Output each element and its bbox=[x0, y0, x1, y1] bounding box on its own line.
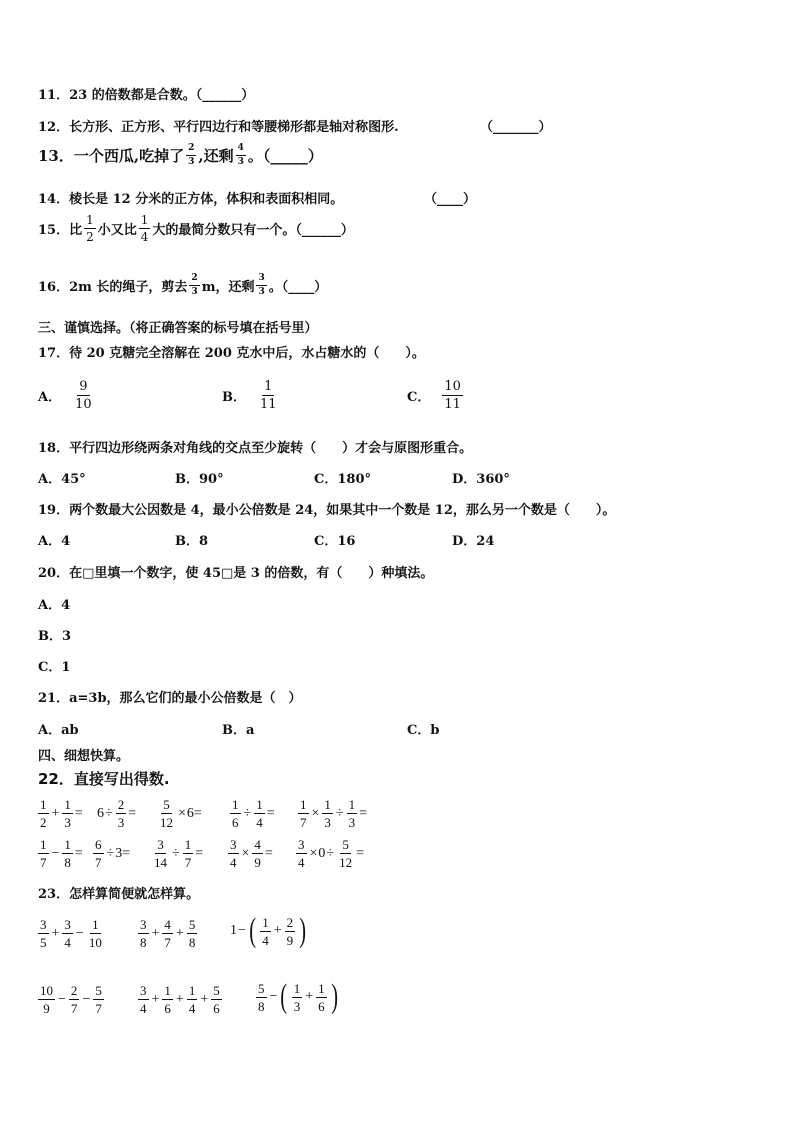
fraction: $\frac{3}{4}$ bbox=[230, 837, 237, 870]
fraction: $\frac{1}{2}$ bbox=[40, 797, 47, 830]
q21-option-c[interactable]: C．b bbox=[407, 723, 440, 738]
denominator: 10 bbox=[75, 397, 92, 412]
calc-22-6: $\frac{1}{7}$ − $\frac{1}{8}$ = bbox=[40, 837, 83, 870]
fraction: $\frac{2}{7}$ bbox=[70, 983, 78, 1016]
fraction: $\frac{2}{3}$ bbox=[117, 797, 125, 830]
denominator: 11 bbox=[444, 397, 461, 412]
fraction: $\frac{5}{8}$ bbox=[188, 917, 196, 950]
calc-23-1: $\frac{3}{5}$ + $\frac{3}{4}$ − $\frac{1}{10}$ bbox=[40, 917, 102, 950]
q16-fraction-cut bbox=[189, 274, 199, 297]
q13-text-pre: 13．一个西瓜,吃掉了 bbox=[38, 147, 185, 165]
fraction: $\frac{10}{9}$ bbox=[40, 983, 53, 1016]
fraction: $\frac{1}{4}$ bbox=[256, 797, 263, 830]
calc-22-5: $\frac{1}{7}$ × $\frac{1}{3}$ ÷ $\frac{1}{3}$ = bbox=[300, 797, 367, 830]
fraction: $\frac{1}{4}$ bbox=[188, 983, 196, 1016]
fraction: $\frac{1}{7}$ bbox=[184, 837, 192, 870]
calc-22-9: $\frac{3}{4}$ × $\frac{4}{9}$ = bbox=[230, 837, 273, 870]
question-17: 17．待 20 克糖完全溶解在 200 克水中后，水占糖水的（ ）。 bbox=[38, 346, 425, 361]
fraction: $\frac{5}{8}$ bbox=[258, 980, 265, 1014]
q21-option-b[interactable]: B．a bbox=[222, 723, 255, 738]
fraction: $\frac{5}{7}$ bbox=[95, 983, 102, 1016]
calc-23-3: 1 − ( $\frac{1}{4}$ + $\frac{2}{9}$ ) bbox=[230, 912, 307, 949]
denominator: 2 bbox=[86, 230, 94, 244]
calc-22-1: $\frac{1}{2}$ + $\frac{1}{3}$ = bbox=[40, 797, 83, 830]
q15-fraction-quarter bbox=[139, 214, 151, 243]
q18-option-d[interactable]: D．360° bbox=[452, 472, 510, 487]
q16-text-post: 。（____） bbox=[268, 280, 328, 295]
fraction: $\frac{1}{6}$ bbox=[318, 980, 325, 1014]
question-14-blank: （____） bbox=[424, 192, 477, 207]
q13-fraction-left bbox=[236, 144, 246, 167]
q13-text-post: 。（_____） bbox=[247, 147, 323, 165]
option-fraction bbox=[73, 380, 94, 411]
fraction: $\frac{3}{4}$ bbox=[298, 837, 305, 870]
numerator: 4 bbox=[236, 144, 246, 156]
q15-text-post: 大的最简分数只有一个。（______） bbox=[152, 223, 354, 238]
fraction: $\frac{6}{7}$ bbox=[95, 837, 102, 870]
calc-22-4: $\frac{1}{6}$ ÷ $\frac{1}{4}$ = bbox=[232, 797, 275, 830]
fraction: $\frac{3}{4}$ bbox=[140, 983, 147, 1016]
numerator: 9 bbox=[79, 379, 88, 394]
question-22: 22．直接写出得数. bbox=[38, 770, 170, 788]
question-23: 23．怎样算简便就怎样算。 bbox=[38, 887, 200, 902]
fraction: $\frac{3}{14}$ bbox=[154, 837, 167, 870]
question-12-blank: （_______） bbox=[480, 120, 552, 135]
q19-option-c[interactable]: C．16 bbox=[314, 534, 356, 549]
q19-option-b[interactable]: B．8 bbox=[175, 534, 209, 549]
q17-option-c[interactable] bbox=[407, 380, 465, 411]
q18-option-b[interactable]: B．90° bbox=[175, 472, 224, 487]
q18-option-c[interactable]: C．180° bbox=[314, 472, 371, 487]
option-label: C． bbox=[407, 390, 431, 405]
fraction: $\frac{1}{6}$ bbox=[232, 797, 239, 830]
fraction: $\frac{1}{7}$ bbox=[40, 837, 47, 870]
fraction: $\frac{1}{4}$ bbox=[262, 914, 269, 948]
q20-option-c[interactable]: C．1 bbox=[38, 660, 71, 675]
q21-option-a[interactable]: A．ab bbox=[38, 723, 79, 738]
fraction: $\frac{5}{12}$ bbox=[339, 837, 353, 870]
fraction: $\frac{4}{9}$ bbox=[254, 837, 261, 870]
calc-23-2: $\frac{3}{8}$ + $\frac{4}{7}$ + $\frac{5}{8}$ bbox=[140, 917, 196, 950]
option-label: A． bbox=[38, 390, 62, 405]
fraction: $\frac{1}{10}$ bbox=[88, 917, 102, 950]
q13-text-mid: ,还剩 bbox=[198, 147, 234, 165]
section-4-heading: 四、细想快算。 bbox=[38, 749, 130, 764]
numerator: 2 bbox=[189, 274, 199, 286]
option-fraction bbox=[258, 380, 279, 411]
q16-text-mid: m，还剩 bbox=[201, 280, 255, 295]
fraction: $\frac{1}{7}$ bbox=[300, 797, 307, 830]
calc-22-10: $\frac{3}{4}$ × 0 ÷ $\frac{5}{12}$ = bbox=[298, 837, 364, 870]
calc-23-5: $\frac{3}{4}$ + $\frac{1}{6}$ + $\frac{1}{4}$ + $\frac{5}{6}$ bbox=[140, 983, 220, 1016]
question-20: 20．在□里填一个数字，使 45□是 3 的倍数，有（ ）种填法。 bbox=[38, 566, 434, 581]
option-fraction bbox=[442, 380, 463, 411]
numerator: 1 bbox=[86, 213, 94, 227]
numerator: 10 bbox=[444, 379, 461, 394]
denominator: 4 bbox=[140, 230, 149, 244]
numerator: 1 bbox=[264, 379, 273, 394]
option-label: B． bbox=[222, 390, 246, 405]
fraction: $\frac{1}{8}$ bbox=[64, 837, 71, 870]
calc-22-3: $\frac{5}{12}$ × 6 = bbox=[160, 797, 202, 830]
fraction: $\frac{1}{3}$ bbox=[293, 980, 301, 1014]
fraction: $\frac{3}{8}$ bbox=[140, 917, 147, 950]
question-13 bbox=[38, 144, 323, 167]
q15-fraction-half bbox=[84, 214, 96, 243]
denominator: 3 bbox=[237, 157, 244, 167]
denominator: 11 bbox=[260, 397, 277, 412]
calc-23-4: $\frac{10}{9}$ − $\frac{2}{7}$ − $\frac{5}{7}$ bbox=[40, 983, 102, 1016]
denominator: 3 bbox=[188, 157, 195, 167]
calc-22-8: $\frac{3}{14}$ ÷ $\frac{1}{7}$ = bbox=[154, 837, 204, 870]
fraction: $\frac{2}{9}$ bbox=[286, 914, 294, 948]
numerator: 2 bbox=[186, 144, 196, 156]
question-16 bbox=[38, 274, 327, 297]
question-14: 14．棱长是 12 分米的正方体，体积和表面积相同。 bbox=[38, 192, 344, 207]
q15-text-pre: 15．比 bbox=[38, 223, 83, 238]
fraction: $\frac{1}{3}$ bbox=[324, 797, 331, 830]
question-21: 21．a=3b，那么它们的最小公倍数是（ ） bbox=[38, 691, 302, 706]
fraction: $\frac{5}{6}$ bbox=[213, 983, 220, 1016]
fraction: $\frac{1}{3}$ bbox=[348, 797, 356, 830]
fraction: $\frac{4}{7}$ bbox=[164, 917, 171, 950]
q20-option-b[interactable]: B．3 bbox=[38, 629, 72, 644]
fraction: $\frac{1}{3}$ bbox=[64, 797, 71, 830]
q17-option-b[interactable] bbox=[222, 380, 281, 411]
q16-text-pre: 16．2m 长的绳子，剪去 bbox=[38, 280, 188, 295]
question-18: 18．平行四边形绕两条对角线的交点至少旋转（ ）才会与原图形重合。 bbox=[38, 441, 473, 456]
section-3-heading: 三、谨慎选择。（将正确答案的标号填在括号里） bbox=[38, 321, 318, 336]
fraction: $\frac{1}{6}$ bbox=[164, 983, 171, 1016]
calc-22-2: 6 ÷ $\frac{2}{3}$ = bbox=[97, 797, 137, 830]
question-19: 19．两个数最大公因数是 4，最小公倍数是 24，如果其中一个数是 12，那么另一个数是（ ）。 bbox=[38, 503, 616, 518]
numerator: 1 bbox=[140, 213, 149, 227]
denominator: 3 bbox=[258, 287, 265, 297]
denominator: 3 bbox=[191, 287, 198, 297]
q15-text-mid: 小又比 bbox=[97, 223, 137, 238]
fraction: $\frac{3}{4}$ bbox=[64, 917, 71, 950]
calc-23-6: $\frac{5}{8}$ − ( $\frac{1}{3}$ + $\frac{1}{6}$ ) bbox=[258, 978, 338, 1015]
numerator: 3 bbox=[256, 274, 266, 286]
q13-fraction-eaten bbox=[186, 144, 196, 167]
q20-option-a[interactable]: A．4 bbox=[38, 598, 71, 613]
question-15 bbox=[38, 214, 354, 243]
question-12: 12．长方形、正方形、平行四边行和等腰梯形都是轴对称图形. bbox=[38, 120, 399, 135]
q18-option-a[interactable]: A．45° bbox=[38, 472, 86, 487]
q16-fraction-left bbox=[256, 274, 266, 297]
q19-option-d[interactable]: D．24 bbox=[452, 534, 495, 549]
fraction: $\frac{5}{12}$ bbox=[160, 797, 173, 830]
question-11: 11．23 的倍数都是合数。（______） bbox=[38, 88, 255, 103]
q19-option-a[interactable]: A．4 bbox=[38, 534, 71, 549]
fraction: $\frac{3}{5}$ bbox=[40, 917, 47, 950]
q17-option-a[interactable] bbox=[38, 380, 96, 411]
calc-22-7: $\frac{6}{7}$ ÷ 3 = bbox=[95, 837, 131, 870]
